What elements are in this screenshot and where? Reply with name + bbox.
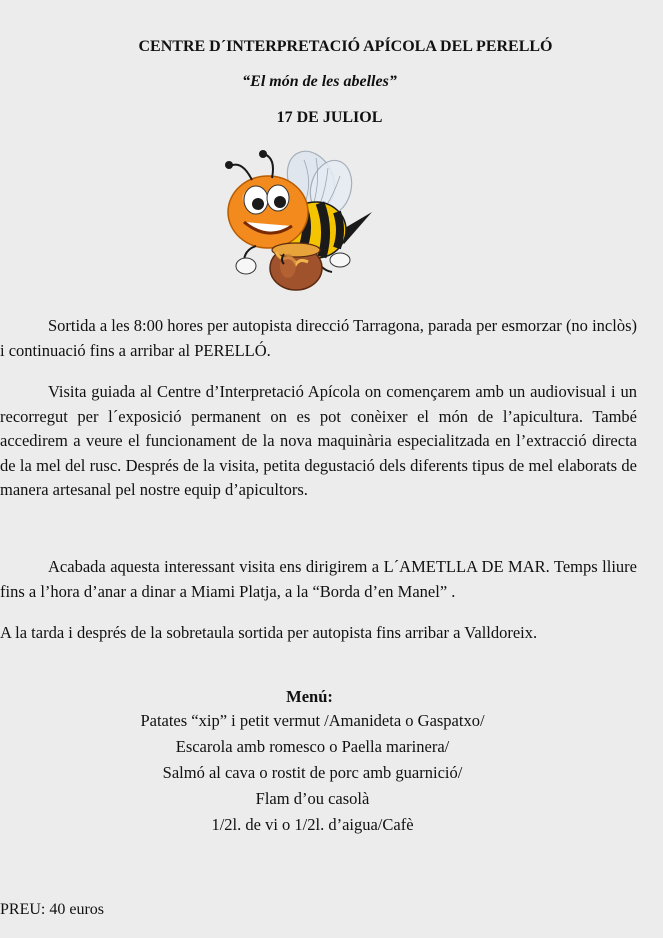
paragraph-free-time: Acabada aquesta interessant visita ens dirigirem a L´AMETLLA DE MAR. Temps lliure fins a l’hora d’anar a dinar a Miami Platja, a la “Borda d’en Manel” .	[0, 557, 637, 601]
paragraph-return: A la tarda i després de la sobretaula sortida per autopista fins arribar a Valldoreix.	[0, 623, 538, 642]
menu-list	[0, 708, 644, 838]
menu-item: 1/2l. de vi o 1/2l. d’aigua/Cafè	[211, 815, 414, 834]
bee-with-honey-pot-icon	[216, 150, 376, 295]
paragraph-departure: Sortida a les 8:00 hores per autopista direcció Tarragona, parada per esmorzar (no inclòs) i continuació fins a arribar al PERELLÓ.	[0, 316, 637, 360]
document-subtitle: “El món de les abelles”	[242, 73, 397, 90]
paragraph-guided-visit: Visita guiada al Centre d’Interpretació Apícola on començarem amb un audiovisual i un recorregut per l´exposició permanent on es pot conèixer el món de l’apicultura. També accedirem a veure el funcionament de la nova maquinària especialitzada en l’extracció directa de la mel del rusc. Després de la visita, petita degustació dels diferents tipus de mel elaborats de manera artesanal pel nostre equip d’apicultors.	[0, 382, 637, 500]
document-title: CENTRE D´INTERPRETACIÓ APÍCOLA DEL PERELLÓ	[138, 38, 553, 55]
menu-item: Escarola amb romesco o Paella marinera/	[175, 737, 450, 756]
menu-item: Salmó al cava o rostit de porc amb guarnició/	[162, 763, 463, 782]
menu-title: Menú:	[286, 687, 333, 706]
price-text: PREU: 40 euros	[0, 901, 104, 918]
menu-item: Patates “xip” i petit vermut /Amanideta o Gaspatxo/	[140, 711, 485, 730]
event-date: 17 DE JULIOL	[276, 109, 383, 126]
menu-item: Flam d’ou casolà	[255, 789, 370, 808]
